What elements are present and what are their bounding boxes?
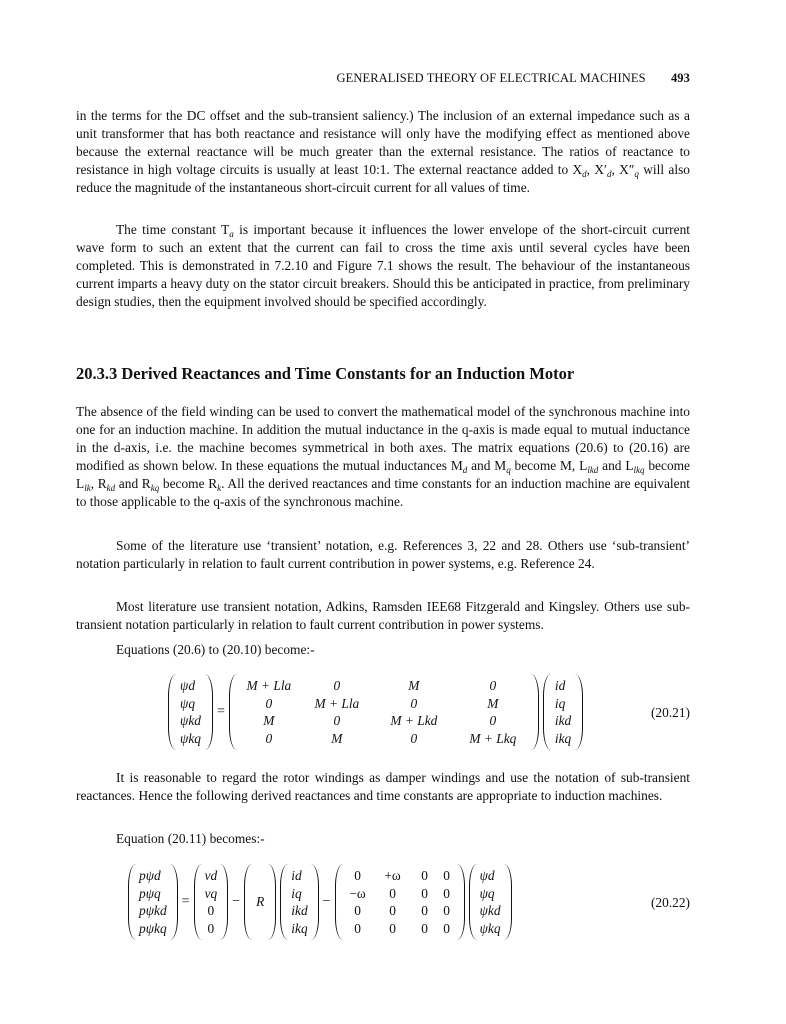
running-head-title: GENERALISED THEORY OF ELECTRICAL MACHINES — [336, 71, 646, 85]
equals-sign: = — [216, 704, 225, 719]
paragraph-4: Some of the literature use ‘transient’ notation, e.g. References 3, 22 and 28. Others use ‘sub-transient’ notation particularly in relation to fault current contribution in power systems, e.g. Reference 24. — [76, 538, 690, 571]
paragraph-6: Equations (20.6) to (20.10) become:- — [116, 642, 315, 657]
equation-label-20-22: (20.22) — [650, 895, 690, 910]
paragraph-2: The time constant $T_a$ is important because it influences the lower envelope of the short-circuit current wave form to such an extent that the current can fail to cross the time axis until several cycles have been completed. This is demonstrated in 7.2.10 and Figure 7.1 shows the result. The behaviour of the instantaneous current imparts a heavy duty on the stator circuit breakers. Should this be anticipated in practice, from preliminary design studies, then the equipment involved should be specified accordingly. — [76, 222, 690, 309]
eq1-inductance-matrix: M + Lla 0 M 0 0 M + Lla 0 M M 0 M + Lkd 0 0 M 0 M + Lkq — [246, 678, 517, 746]
eq2-flux-vector: ψd ψq ψkd ψkq — [479, 868, 501, 936]
eq2-flux-derivative-vector: pψd pψq pψkd pψkq — [139, 868, 167, 936]
eq2-current-vector: id iq ikd ikq — [291, 868, 308, 936]
paragraph-7: It is reasonable to regard the rotor windings as damper windings and use the notation of sub-transient reactances. Hence the following derived reactances and time constants are appropriate to induction machines. — [76, 770, 690, 803]
paragraph-3: The absence of the field winding can be used to convert the mathematical model of the synchronous machine into one for an induction machine. In addition the mutual inductance in the q-axis is made equal to mutual inductance in the d-axis, i.e. the machine becomes symmetrical in both axes. The matrix equations (20.6) to (20.16) are modified as shown below. In these equations the mutual inductances $M_d$ and $M_q$ become M, $L_{lkd}$ and $L_{lkq}$ become $L_{lk}$, $R_{kd}$ and $R_{kq}$ become $R_k$. All the derived reactances and time constants for an induction machine are equivalent to those applicable to the q-axis of the synchronous machine. — [76, 404, 691, 509]
equation-20-22: pψd pψq pψkd pψkq = vd vq 0 0 − R id iq ikd ikq − 0 +ω 0 0 −ω 0 0 0 0 0 0 0 0 0 0 0 ψd ψq ψkd ψkq — [128, 864, 512, 940]
eq1-current-vector: id iq ikd ikq — [554, 678, 572, 746]
paragraph-8: Equation (20.11) becomes:- — [116, 831, 265, 846]
page-number: 493 — [670, 71, 690, 85]
running-head — [337, 71, 691, 86]
equation-20-21 — [168, 674, 583, 750]
section-heading: 20.3.3 Derived Reactances and Time Constants for an Induction Motor — [76, 364, 575, 383]
eq2-speed-matrix: 0 +ω 0 0 −ω 0 0 0 0 0 0 0 0 0 0 0 — [349, 868, 450, 936]
eq2-resistance-matrix: R — [256, 894, 265, 910]
eq2-voltage-vector: vd vq 0 0 — [204, 868, 218, 936]
eq1-lhs-vector: ψd ψq ψkd ψkq — [180, 678, 201, 746]
paragraph-1: in the terms for the DC offset and the sub-transient saliency.) The inclusion of an external impedance such as a unit transformer that has both reactance and resistance will only have the modifying effect as mentioned above because the external reactance will be much greater than the external resistance. The ratios of reactance to resistance in high voltage circuits is usually at least 10:1. The external reactance added to $X_d$, $X'_d$, $X''_q$ will also reduce the magnitude of the instantaneous short-circuit current for all values of time. — [76, 108, 690, 195]
equation-label-20-21: (20.21) — [650, 705, 690, 720]
paragraph-5: Most literature use transient notation, Adkins, Ramsden IEE68 Fitzgerald and Kingsley. Others use sub-transient notation particularly in relation to fault current contribution in power systems. — [76, 599, 690, 632]
